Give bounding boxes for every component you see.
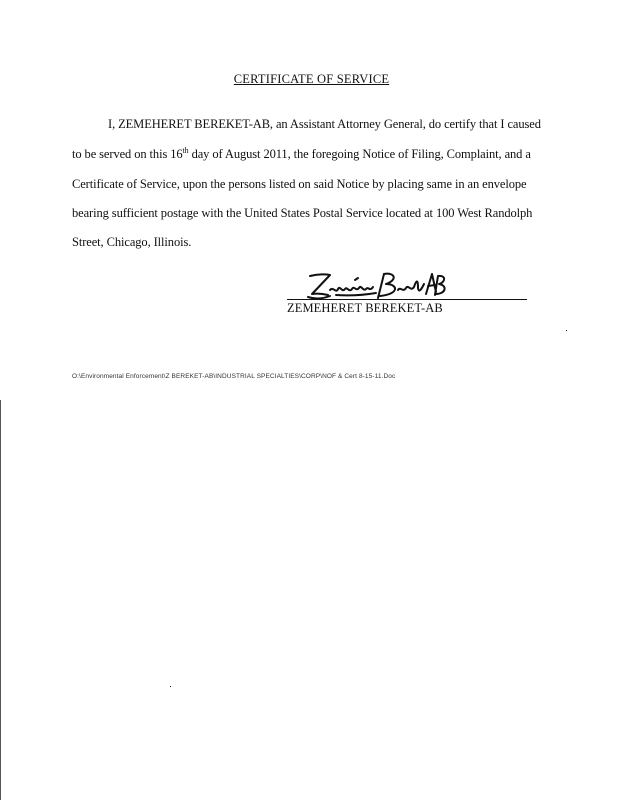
scan-edge-line — [0, 400, 1, 800]
body-line-3: Certificate of Service, upon the persons listed on said Notice by placing same in an envelope — [72, 177, 527, 191]
body-line-1: I, ZEMEHERET BEREKET-AB, an Assistant Attorney General, do certify that I caused — [108, 117, 541, 131]
body-line-2-end: day of August 2011, the foregoing Notice of Filing, Complaint, and a — [188, 147, 531, 161]
file-path-footer: O:\Environmental Enforcement\Z BEREKET-AB\INDUSTRIAL SPECIALTIES\CORP\NOF & Cert 8-15-11.Doc — [72, 373, 396, 380]
ordinal-suffix: th — [182, 145, 189, 155]
scan-speck-1 — [566, 330, 567, 331]
body-line-4: bearing sufficient postage with the United States Postal Service located at 100 West Randolph — [72, 206, 533, 220]
scan-speck-2 — [170, 686, 171, 687]
body-line-5: Street, Chicago, Illinois. — [72, 235, 192, 249]
signatory-name: ZEMEHERET BEREKET-AB — [287, 301, 443, 315]
document-title: CERTIFICATE OF SERVICE — [233, 72, 390, 86]
signature-line — [287, 299, 527, 300]
body-line-2 — [72, 147, 531, 162]
body-line-2-start: to be served on this 16 — [72, 147, 183, 161]
